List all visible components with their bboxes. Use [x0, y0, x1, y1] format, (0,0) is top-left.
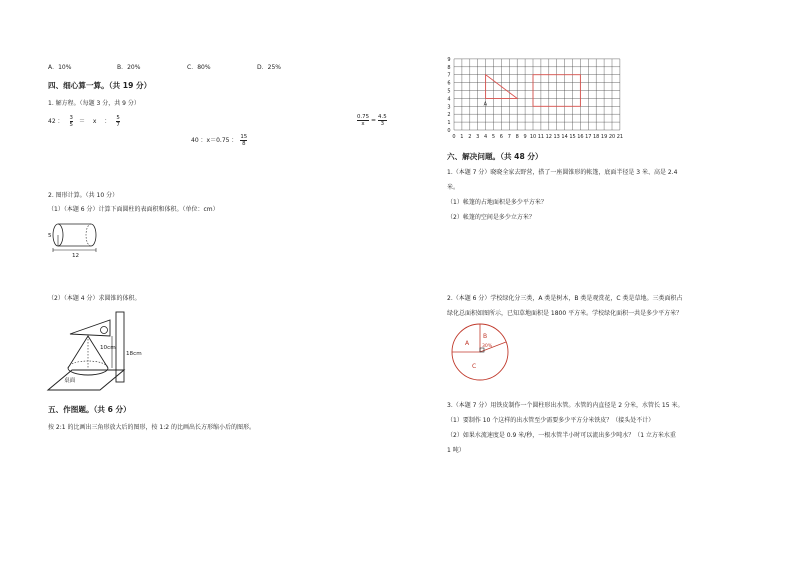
eq2-fraction-right [378, 114, 387, 127]
eq1-fraction-2 [116, 115, 119, 128]
q1-line2: 米。 [447, 184, 460, 191]
q2-line1: 2.（本题 6 分）学校绿化分三类，A 类是树木，B 类是观赏花，C 类是草地。三类面积占 [447, 295, 683, 302]
x-tick-label: 7 [507, 134, 511, 140]
eq1-f2-num: 5 [116, 115, 120, 121]
table-surface [48, 370, 124, 390]
equation-3 [191, 134, 247, 147]
section6-heading: 六、解决问题。（共 48 分） [447, 152, 543, 161]
eq3-fraction [240, 134, 247, 147]
cone-figure [40, 306, 140, 396]
q3-part-b-cont: 1 吨） [447, 447, 465, 454]
y-tick-label: 6 [447, 80, 451, 87]
x-tick-label: 10 [529, 134, 537, 140]
equation-1 [48, 115, 120, 128]
x-tick-label: 14 [561, 134, 568, 140]
y-tick-label: 7 [447, 72, 451, 79]
cone-height-label: 18cm [126, 351, 142, 357]
x-tick-label: 12 [545, 134, 552, 140]
q1-part-b: （2）帐篷的空间是多少立方米？ [447, 214, 535, 221]
choice-a: A．10% [48, 64, 72, 71]
eq2-equals: = [371, 116, 377, 124]
y-tick-label: 3 [447, 104, 451, 111]
q3-part-a: （1）要制作 10 个这样的出水管至少需要多少平方分米铁皮？（接头处不计） [447, 417, 655, 424]
equation-2 [357, 114, 387, 127]
eq3-text: 40 ：x＝0.75 ： [191, 136, 238, 144]
choice-b: B．20% [117, 64, 141, 71]
q3-line1: 3.（本题 7 分）用铁皮制作一个圆柱形出水管。水管的内直径是 2 分米，水管长 15 米。 [447, 402, 684, 409]
y-tick-label: 1 [447, 120, 451, 127]
pie-chart [447, 322, 513, 382]
x-tick-label: 11 [537, 134, 545, 140]
x-tick-label: 21 [616, 134, 624, 140]
q1-line1: 1.（本题 7 分）晓晓全家去野营，搭了一座圆锥形的帐篷，底面半径是 3 米、高是 2.4 [447, 169, 678, 176]
y-tick-label: 9 [447, 56, 451, 63]
eq2-left-num: 0.75 [357, 114, 370, 120]
section5-instruction: 按 2:1 的比画出三角形放大后的图形，按 1:2 的比画出长方形缩小后的图形。 [48, 424, 255, 431]
choice-d: D．25% [257, 64, 281, 71]
x-tick-label: 3 [476, 134, 480, 140]
cylinder-height-label: 5 [48, 233, 52, 239]
eq3-f-den: 8 [242, 141, 246, 147]
eq1-fraction-1 [70, 115, 73, 128]
q3-part-b: （2）如果水流速度是 0.9 米/秒，一根水管半小时可以流出多少吨水？（1 立方米水重 [447, 432, 676, 439]
table-label: 桌面 [64, 378, 76, 384]
x-tick-label: 17 [585, 134, 592, 140]
eq2-right-den: 3 [380, 121, 385, 127]
eq1-f2-den: 7 [116, 122, 120, 128]
cylinder-length-label: 12 [72, 253, 80, 259]
section4-heading: 四、细心算一算。（共 19 分） [48, 81, 152, 90]
x-tick-label: 20 [608, 134, 616, 140]
eq1-lhs: 42 ： [48, 117, 64, 125]
q2-line2: 绿化总面积如图所示，已知草地面积是 1800 平方米。学校绿化面积一共是多少平方米？ [447, 310, 683, 317]
q2-title: 2. 图形计算。（共 10 分） [48, 192, 119, 199]
point-a-label: A [483, 101, 488, 108]
eq2-fraction-left [357, 114, 369, 127]
pie-label-c: C [472, 363, 477, 370]
eq3-f-num: 15 [240, 134, 248, 140]
x-tick-label: 0 [452, 134, 456, 140]
x-tick-label: 18 [593, 134, 600, 140]
x-tick-label: 5 [491, 134, 496, 140]
section5-heading: 五、作图题。（共 6 分） [48, 405, 131, 414]
q1-title: 1. 解方程。（每题 3 分，共 9 分） [48, 100, 140, 107]
q1-part-a: （1）帐篷的占地面积是多少平方米？ [447, 199, 547, 206]
x-tick-label: 8 [515, 134, 519, 140]
cone-radius-label: 10cm [100, 345, 116, 351]
q2-1-text: （1）（本题 6 分）计算下面圆柱的表面积和体积。（单位：cm） [48, 206, 219, 213]
y-tick-label: 2 [447, 112, 451, 119]
y-tick-label: 0 [447, 128, 451, 134]
pie-label-b: B [483, 333, 488, 340]
x-tick-label: 6 [499, 134, 503, 140]
x-tick-label: 15 [569, 134, 576, 140]
x-tick-label: 19 [600, 134, 608, 140]
eq2-right-num: 4.5 [378, 114, 387, 120]
coordinate-grid [444, 56, 634, 148]
eq2-left-den: x [361, 121, 365, 127]
x-tick-label: 1 [460, 134, 464, 140]
q2-2-text: （2）（本题 4 分）求圆锥的体积。 [48, 295, 141, 302]
y-tick-label: 8 [447, 64, 451, 71]
eq1-f1-num: 3 [69, 115, 73, 121]
y-tick-label: 4 [447, 96, 451, 103]
eq1-f1-den: 5 [69, 122, 73, 128]
pie-label-a: A [465, 340, 470, 347]
x-tick-label: 13 [553, 134, 560, 140]
x-tick-label: 9 [523, 134, 527, 140]
x-tick-label: 16 [577, 134, 584, 140]
eq1-mid: ＝ x ： [78, 117, 111, 125]
pie-label-b-percent: 30% [482, 344, 493, 349]
choice-c: C．80% [187, 64, 211, 71]
x-tick-label: 2 [468, 134, 472, 140]
y-tick-label: 5 [447, 88, 451, 95]
x-tick-label: 4 [484, 134, 488, 140]
